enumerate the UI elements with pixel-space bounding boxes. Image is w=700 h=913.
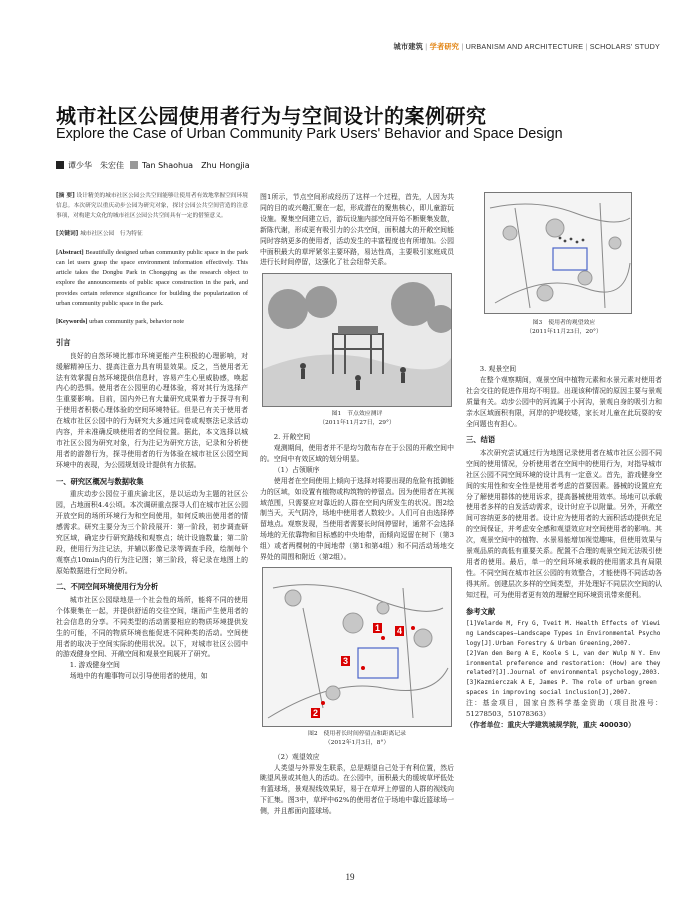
view-effect-text: 人类望与外界发生联系，总是期望自己处于有利位置，然后眺望风景或其他人的活动。在公园中，面积最大的缓坡草坪低处有篮球场，景观视线效果好，易于在草坪上停留的人群的视线向下汇集。图3中，草坪中62%的使用者位于场地中靠近篮球场一侧，并且都面向篮球场。	[260, 763, 454, 816]
running-header: 城市建筑 | 学者研究 | URBANISM AND ARCHITECTURE | SCHOLARS' STUDY	[393, 42, 660, 51]
author-affiliation: （作者单位：重庆大学建筑城规学院，重庆 400030）	[466, 720, 635, 729]
subsection-view-text: 在整个观察期间，观景空间中植物元素和水景元素对使用者社会交往的促进作用均不明显。出现该种情况的原因主要与景观质量有关。动步公园中的河流属于小河沟，景观自身的吸引力和亲水区域面积有限，河岸的护堤较矮，家长对儿童在此玩耍的安全问题也有担心。	[466, 375, 662, 428]
abstract-en: [Abstract] Beautifully designed urban community public space in the park can let users grasp the space environment information effectively. This article takes the Dongbu Park in Chongqing as the research object to explore the announcements of public space construction in the park, and provides certain reference significance for building the popularization of urban community public space in the park.	[56, 248, 248, 307]
section3-heading: 三、结语	[466, 435, 496, 445]
section-name-cn: 学者研究	[429, 42, 460, 51]
section2-text: 城市社区公园绿地是一个社会性的场所，能将不同的使用个体聚集在一起，并提供舒适的交往空间，继而产生使用者的社会信息的分享。不同类型的活动需要相应的物质环境提供发生的可能，不同的物质环境也能促进不同种类的活动。空间使用者的取决于空间实际的使用状况。以下，对城市社区公园中的游戏健身空间、开敞空间和观景空间展开了研究。	[56, 595, 248, 659]
occupy-order-text: 使用者在空间使用上倾向于选择对将要出现的危险有抵御能力的区域，如设置有植物或构筑物的停留点。因为使用者在其视域范围，只需要应对靠近的人群在空间内所发生的状况。图2绘制当天，天气阴冷，场地中使用者人数较少。人们可自由选择停留地点。观察发现，当使用者需要长时间停留时，通常不会选择场地的无依靠物和目标感的中央地带，而倾向逗留在树下（第3组）或者两棵树的中间地带（第1和第4组）和不同活动场地交界处的周围和附近（第2组）。	[260, 476, 454, 562]
column-right	[466, 364, 662, 731]
section1-text: 重庆动步公园位于重庆渝北区，是以运动为主题的社区公园，占地面积4.4公顷。本次调研重点探寻人们在城市社区公园开放空间的场所环境行为和空间使用，如何反映出使用者的情感需求。研究主要分为三个阶段展开：第一阶段，初步调查研究区域，确定步行研究路线和观察点；统计设施数量；第二阶段，使用行为注记法，并辅以影像记录等调查手段，绘制每个观察点10min内的行为注记图；第三阶段，将记录在地图上的原始数据进行空间分析。	[56, 490, 248, 575]
article-title-cn: 城市社区公园使用者行为与空间设计的案例研究	[56, 104, 487, 128]
subsection-open-text: 观测期间，使用者并不是均匀散布存在于公园的开敞空间中的。空间中有效区域的划分明显。	[260, 443, 454, 463]
author-marker-grey-icon	[130, 161, 138, 169]
figure1-photo	[262, 273, 452, 407]
article-title-en: Explore the Case of Urban Community Park Users' Behavior and Space Design	[56, 126, 563, 142]
figure2-label-4: 4	[397, 625, 403, 636]
col2-para1: 图1所示，节点空间形成经历了这样一个过程，首先，人因为共同的目的或兴趣汇聚在一起，形成潜在的聚焦核心，即儿童游玩设施。聚集空间建立后，游玩设施内部空间开始不断聚集发散，新陈代谢，形成更有吸引力的公共空间，面积越大的开敞空间能同时容纳更多的使用者，活动发生的丰富程度也有所增加。公园中面积最大的草坪紧邻主要环路，易达性高，主要吸引家庭成员进行长时间停留，这强化了社会纽带关系。	[260, 193, 454, 267]
subsection-play-heading: 1. 游戏健身空间	[69, 661, 120, 670]
column-middle	[260, 192, 454, 817]
reference-3: [3]Kazmierczak A E, James P. The role of urban green spaces in improving social inclusion[J],2007.	[466, 679, 657, 697]
journal-name-cn: 城市建筑	[393, 42, 424, 51]
reference-2: [2]Van den Berg A E, Koole S L, van der Wulp N Y. Environmental preference and restoration: (How) are they related?[J].Journal of environmental psychology,2003.	[466, 649, 661, 677]
figure1-caption: 图1 节点效应测评 （2011年11月27日，29°）	[319, 411, 395, 427]
page-number: 19	[345, 872, 355, 882]
figure2-label-1: 1	[375, 622, 381, 633]
authors-cn: 谭少华 朱宏佳	[68, 161, 124, 170]
keywords-en: [Keywords] urban community park, behavior note	[56, 318, 185, 325]
author-line	[56, 160, 250, 171]
abstract-cn: [摘 要] 设计精美的城市社区公园公共空间能够让使用者有效地掌握空间环境信息。本次研究以重庆动步公园为研究对象，探讨公园公共空间营造的注意事项，对构建大众化的城市社区公园公共空间具有一定的借鉴意义。	[56, 193, 248, 219]
subsection-view-heading: 3. 观景空间	[479, 365, 517, 373]
intro-heading: 引言	[56, 338, 71, 348]
keywords-cn: [关键词] 城市社区公园 行为特征	[56, 230, 143, 237]
figure3-map	[484, 192, 632, 314]
section3-text: 本次研究尝试通过行为地图记录使用者在城市社区公园不同空间的使用情况，分析使用者在空间中的使用行为，对指导城市社区公园不同空间环境的设计具有一定意义。首先，游戏健身空间的实用性和安全性是使用者考虑的首要因素。器械的设置应充分了解使用群体的使用诉求，提高器械使用效率。场地可以承载使用者多样的自发活动需求，设计时应予以附量。另外，开敞空间可容纳更多的使用者。设计应为使用者的大面积活动提供充足的空间保证，并考虑安全感和观望效应对空间使用者的影响。其次，观景空间中的植物、水景易能增加视觉趣味，但使用效果与景观品质的高低有重要关系。配置不合理的观景空间无法吸引使用者的使用。最后，单一的空间环境承载的使用需求具有局限性。不同空间在城市社区公园的有效整合，才能使得不同活动各得其所。创建层次多样的空间类型，并处理好不同层次空间的认知过程，可为使用者更有效的理解空间环境资讯带来便利。	[466, 448, 662, 599]
column-left	[56, 192, 248, 682]
references-heading: 参考文献	[466, 606, 496, 616]
figure2-label-2: 2	[313, 707, 319, 718]
occupy-order-heading: （1）占领顺序	[273, 465, 320, 474]
section1-heading: 一、研究区概况与数据收集	[56, 476, 144, 486]
subsection-play-text: 场地中的有趣事物可以引导使用者的使用，如	[69, 672, 208, 681]
figure3-caption: 图3 使用者的观望效应 （2011年11月23日，20°）	[526, 320, 602, 335]
subsection-open-heading: 2. 开敞空间	[273, 433, 311, 442]
authors-en: Tan Shaohua Zhu Hongjia	[142, 161, 250, 170]
reference-1: [1]Velarde M, Fry G, Tveit M. Health Effects of Viewing Landscapes—Landscape Types in Environmental Psychology[J].Urban Forestry & Urban Greening,2007.	[466, 620, 661, 647]
section-name-en: SCHOLARS' STUDY	[589, 42, 660, 51]
view-effect-heading: （2）观望效应	[273, 752, 320, 761]
figure2-label-3: 3	[343, 655, 349, 666]
section2-heading: 二、不同空间环境使用行为分析	[56, 582, 159, 592]
author-marker-icon	[56, 161, 64, 169]
journal-name-en: URBANISM AND ARCHITECTURE	[465, 42, 584, 51]
intro-text: 良好的自然环境比都市环境更能产生积极的心理影响，对缓解精神压力、提高注意力具有明显效果。反之，当使用者无法有效掌握自然环境提供信息时，容易产生心里威胁感，唤起内心的恐惧。使用者在公园里的心理体验，将对其行为选择产生重要影响。目前，国内外已有大量研究成果着力于探寻有利于使用者积极心理体验的空间环境特征。但是已有关于使用者在城市社区公园中的行为研究大多通过问卷或观察法记录活动内容，并未准确反映使用者的空间位置。据此，本文选择以城市社区公园为研究对象，行为注记为研究方法，记录和分析使用者的游憩行为，探寻使用者的行为体验在城市社区公园空间环境中的表现，为公园规划设计提供有力依据。	[56, 351, 248, 469]
figure2-map	[262, 567, 452, 727]
figure2-caption: 图2 使用者长时间停留点和距离记录 （2012年1月3日，8°）	[308, 730, 406, 746]
funding-note: 注：基金项目，国家自然科学基金资助（项目批准号：51278503，51078363）	[466, 699, 662, 718]
